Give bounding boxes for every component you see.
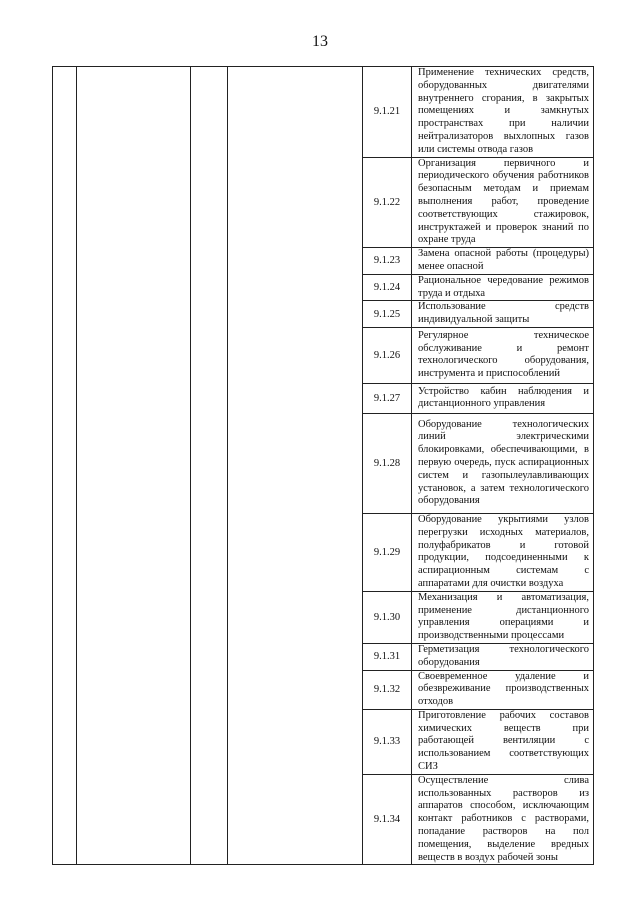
empty-cell <box>53 327 77 383</box>
item-text: Использование средств индивидуальной защиты <box>412 301 594 328</box>
empty-cell <box>228 274 363 301</box>
item-text: Устройство кабин наблюдения и дистанционного управления <box>412 383 594 413</box>
empty-cell <box>77 274 191 301</box>
item-text: Организация первичного и периодического обучения работников безопасным методам и приемам выполнения работ, проведение соответствующих стажировок, инструктажей и проверок знаний по охране труда <box>412 157 594 248</box>
item-text: Применение технических средств, оборудованных двигателями внутреннего сгорания, в закрытых помещениях и замкнутых пространствах при наличии нейтрализаторов выхлопных газов или системы отвода газов <box>412 67 594 158</box>
item-code: 9.1.25 <box>363 301 412 328</box>
empty-cell <box>53 513 77 591</box>
empty-cell <box>228 413 363 513</box>
table-row <box>53 513 594 591</box>
empty-cell <box>228 248 363 275</box>
table-row <box>53 274 594 301</box>
table-row <box>53 248 594 275</box>
empty-cell <box>191 157 228 248</box>
empty-cell <box>191 709 228 774</box>
empty-cell <box>77 413 191 513</box>
empty-cell <box>53 274 77 301</box>
empty-cell <box>228 709 363 774</box>
table-row <box>53 774 594 865</box>
empty-cell <box>53 709 77 774</box>
empty-cell <box>77 591 191 643</box>
table-row <box>53 383 594 413</box>
item-code: 9.1.24 <box>363 274 412 301</box>
item-code: 9.1.23 <box>363 248 412 275</box>
empty-cell <box>77 383 191 413</box>
empty-cell <box>228 67 363 158</box>
empty-cell <box>191 67 228 158</box>
item-text: Рациональное чередование режимов труда и отдыха <box>412 274 594 301</box>
item-text: Регулярное техническое обслуживание и ремонт технологического оборудования, инструмента и приспособлений <box>412 327 594 383</box>
empty-cell <box>228 157 363 248</box>
empty-cell <box>191 383 228 413</box>
empty-cell <box>228 591 363 643</box>
table-row <box>53 301 594 328</box>
empty-cell <box>228 774 363 865</box>
item-code: 9.1.22 <box>363 157 412 248</box>
empty-cell <box>191 274 228 301</box>
empty-cell <box>191 248 228 275</box>
empty-cell <box>53 591 77 643</box>
empty-cell <box>53 413 77 513</box>
table-row <box>53 591 594 643</box>
table-row <box>53 643 594 670</box>
empty-cell <box>191 413 228 513</box>
empty-cell <box>77 157 191 248</box>
empty-cell <box>77 774 191 865</box>
empty-cell <box>77 248 191 275</box>
empty-cell <box>191 513 228 591</box>
empty-cell <box>191 774 228 865</box>
empty-cell <box>228 670 363 709</box>
item-code: 9.1.30 <box>363 591 412 643</box>
empty-cell <box>53 383 77 413</box>
empty-cell <box>191 327 228 383</box>
empty-cell <box>228 327 363 383</box>
empty-cell <box>77 327 191 383</box>
empty-cell <box>191 301 228 328</box>
item-code: 9.1.32 <box>363 670 412 709</box>
item-code: 9.1.29 <box>363 513 412 591</box>
empty-cell <box>53 301 77 328</box>
empty-cell <box>77 301 191 328</box>
item-code: 9.1.21 <box>363 67 412 158</box>
empty-cell <box>53 643 77 670</box>
empty-cell <box>228 383 363 413</box>
measures-table-body <box>53 67 594 865</box>
table-row <box>53 413 594 513</box>
empty-cell <box>228 301 363 328</box>
empty-cell <box>191 591 228 643</box>
measures-table <box>52 66 594 865</box>
empty-cell <box>77 643 191 670</box>
empty-cell <box>77 670 191 709</box>
item-text: Приготовление рабочих составов химических веществ при работающей вентиляции с использованием соответствующих СИЗ <box>412 709 594 774</box>
empty-cell <box>191 643 228 670</box>
empty-cell <box>77 67 191 158</box>
item-text: Герметизация технологического оборудования <box>412 643 594 670</box>
item-code: 9.1.31 <box>363 643 412 670</box>
table-row <box>53 709 594 774</box>
empty-cell <box>228 643 363 670</box>
item-text: Замена опасной работы (процедуры) менее опасной <box>412 248 594 275</box>
table-row <box>53 67 594 158</box>
table-row <box>53 670 594 709</box>
item-text: Своевременное удаление и обезвреживание производственных отходов <box>412 670 594 709</box>
item-code: 9.1.27 <box>363 383 412 413</box>
item-code: 9.1.33 <box>363 709 412 774</box>
empty-cell <box>191 670 228 709</box>
empty-cell <box>77 709 191 774</box>
item-text: Оборудование укрытиями узлов перегрузки исходных материалов, полуфабрикатов и готовой продукции, подсоединенными к аспирационным системам с аппаратами для очистки воздуха <box>412 513 594 591</box>
table-row <box>53 157 594 248</box>
item-text: Осуществление слива использованных растворов из аппаратов способом, исключающим контакт работников с растворами, попадание растворов на пол помещения, выделение вредных веществ в воздух рабочей зоны <box>412 774 594 865</box>
empty-cell <box>53 248 77 275</box>
item-code: 9.1.34 <box>363 774 412 865</box>
empty-cell <box>53 774 77 865</box>
empty-cell <box>53 157 77 248</box>
empty-cell <box>53 67 77 158</box>
empty-cell <box>53 670 77 709</box>
page-number: 13 <box>312 33 328 50</box>
item-text: Механизация и автоматизация, применение дистанционного управления операциями и производственными процессами <box>412 591 594 643</box>
item-code: 9.1.28 <box>363 413 412 513</box>
empty-cell <box>228 513 363 591</box>
empty-cell <box>77 513 191 591</box>
item-code: 9.1.26 <box>363 327 412 383</box>
item-text: Оборудование технологических линий электрическими блокировками, обеспечивающими, в первую очередь, пуск аспирационных систем и газопылеулавливающих установок, а затем технологического оборудования <box>412 413 594 513</box>
table-row <box>53 327 594 383</box>
